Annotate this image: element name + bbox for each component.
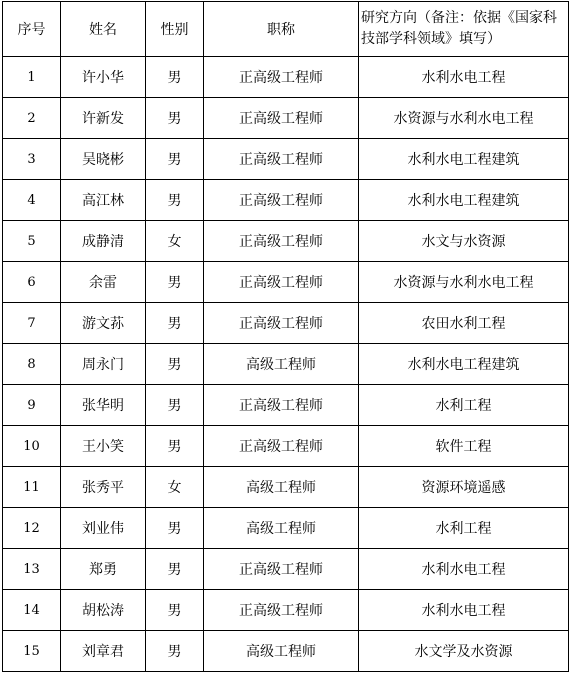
cell-name: 胡松涛 (61, 590, 146, 631)
cell-title: 正高级工程师 (204, 549, 359, 590)
cell-name: 许新发 (61, 98, 146, 139)
cell-index: 15 (3, 631, 61, 672)
table-row (3, 180, 569, 221)
cell-title: 正高级工程师 (204, 57, 359, 98)
table-row (3, 221, 569, 262)
cell-name: 成静清 (61, 221, 146, 262)
cell-research-direction: 资源环境遥感 (359, 467, 569, 508)
cell-title: 正高级工程师 (204, 139, 359, 180)
cell-name: 张华明 (61, 385, 146, 426)
cell-name: 余雷 (61, 262, 146, 303)
cell-title: 高级工程师 (204, 508, 359, 549)
header-research-direction: 研究方向（备注：依据《国家科技部学科领域》填写） (359, 2, 569, 57)
table-row (3, 385, 569, 426)
table-row (3, 98, 569, 139)
cell-index: 13 (3, 549, 61, 590)
cell-index: 14 (3, 590, 61, 631)
cell-title: 正高级工程师 (204, 385, 359, 426)
cell-index: 7 (3, 303, 61, 344)
cell-gender: 男 (146, 98, 204, 139)
table-row (3, 57, 569, 98)
cell-title: 正高级工程师 (204, 180, 359, 221)
cell-index: 11 (3, 467, 61, 508)
table-row (3, 426, 569, 467)
table-row (3, 344, 569, 385)
cell-research-direction: 水利工程 (359, 385, 569, 426)
table-row (3, 549, 569, 590)
cell-gender: 男 (146, 508, 204, 549)
header-gender: 性别 (146, 2, 204, 57)
cell-title: 高级工程师 (204, 344, 359, 385)
cell-name: 刘章君 (61, 631, 146, 672)
cell-index: 3 (3, 139, 61, 180)
table-row (3, 590, 569, 631)
cell-research-direction: 水利水电工程 (359, 549, 569, 590)
cell-index: 8 (3, 344, 61, 385)
cell-gender: 男 (146, 303, 204, 344)
cell-title: 正高级工程师 (204, 303, 359, 344)
table-row (3, 467, 569, 508)
cell-gender: 女 (146, 221, 204, 262)
header-row (3, 2, 569, 57)
cell-gender: 男 (146, 180, 204, 221)
cell-index: 2 (3, 98, 61, 139)
table-row (3, 508, 569, 549)
cell-name: 高江林 (61, 180, 146, 221)
staff-table (2, 1, 569, 672)
table-row (3, 262, 569, 303)
cell-research-direction: 水资源与水利水电工程 (359, 262, 569, 303)
cell-gender: 男 (146, 344, 204, 385)
cell-research-direction: 水利水电工程 (359, 590, 569, 631)
cell-research-direction: 水利工程 (359, 508, 569, 549)
cell-name: 张秀平 (61, 467, 146, 508)
cell-index: 1 (3, 57, 61, 98)
header-title: 职称 (204, 2, 359, 57)
cell-name: 周永门 (61, 344, 146, 385)
cell-title: 正高级工程师 (204, 426, 359, 467)
cell-research-direction: 水文与水资源 (359, 221, 569, 262)
cell-gender: 女 (146, 467, 204, 508)
cell-index: 5 (3, 221, 61, 262)
cell-research-direction: 水利水电工程建筑 (359, 344, 569, 385)
cell-research-direction: 农田水利工程 (359, 303, 569, 344)
header-name: 姓名 (61, 2, 146, 57)
cell-gender: 男 (146, 631, 204, 672)
cell-research-direction: 水资源与水利水电工程 (359, 98, 569, 139)
table-row (3, 303, 569, 344)
cell-gender: 男 (146, 426, 204, 467)
cell-gender: 男 (146, 590, 204, 631)
cell-title: 正高级工程师 (204, 262, 359, 303)
cell-research-direction: 软件工程 (359, 426, 569, 467)
cell-gender: 男 (146, 139, 204, 180)
header-index: 序号 (3, 2, 61, 57)
cell-research-direction: 水利水电工程建筑 (359, 139, 569, 180)
cell-index: 12 (3, 508, 61, 549)
cell-name: 游文荪 (61, 303, 146, 344)
cell-research-direction: 水利水电工程 (359, 57, 569, 98)
cell-title: 正高级工程师 (204, 221, 359, 262)
cell-index: 6 (3, 262, 61, 303)
cell-name: 刘业伟 (61, 508, 146, 549)
cell-title: 高级工程师 (204, 467, 359, 508)
table-row (3, 139, 569, 180)
cell-research-direction: 水利水电工程建筑 (359, 180, 569, 221)
cell-name: 许小华 (61, 57, 146, 98)
cell-name: 王小笑 (61, 426, 146, 467)
cell-title: 高级工程师 (204, 631, 359, 672)
cell-index: 4 (3, 180, 61, 221)
table-row (3, 631, 569, 672)
cell-index: 10 (3, 426, 61, 467)
cell-gender: 男 (146, 262, 204, 303)
cell-index: 9 (3, 385, 61, 426)
cell-gender: 男 (146, 385, 204, 426)
cell-gender: 男 (146, 549, 204, 590)
cell-gender: 男 (146, 57, 204, 98)
cell-name: 郑勇 (61, 549, 146, 590)
cell-title: 正高级工程师 (204, 590, 359, 631)
cell-name: 吴晓彬 (61, 139, 146, 180)
cell-title: 正高级工程师 (204, 98, 359, 139)
cell-research-direction: 水文学及水资源 (359, 631, 569, 672)
